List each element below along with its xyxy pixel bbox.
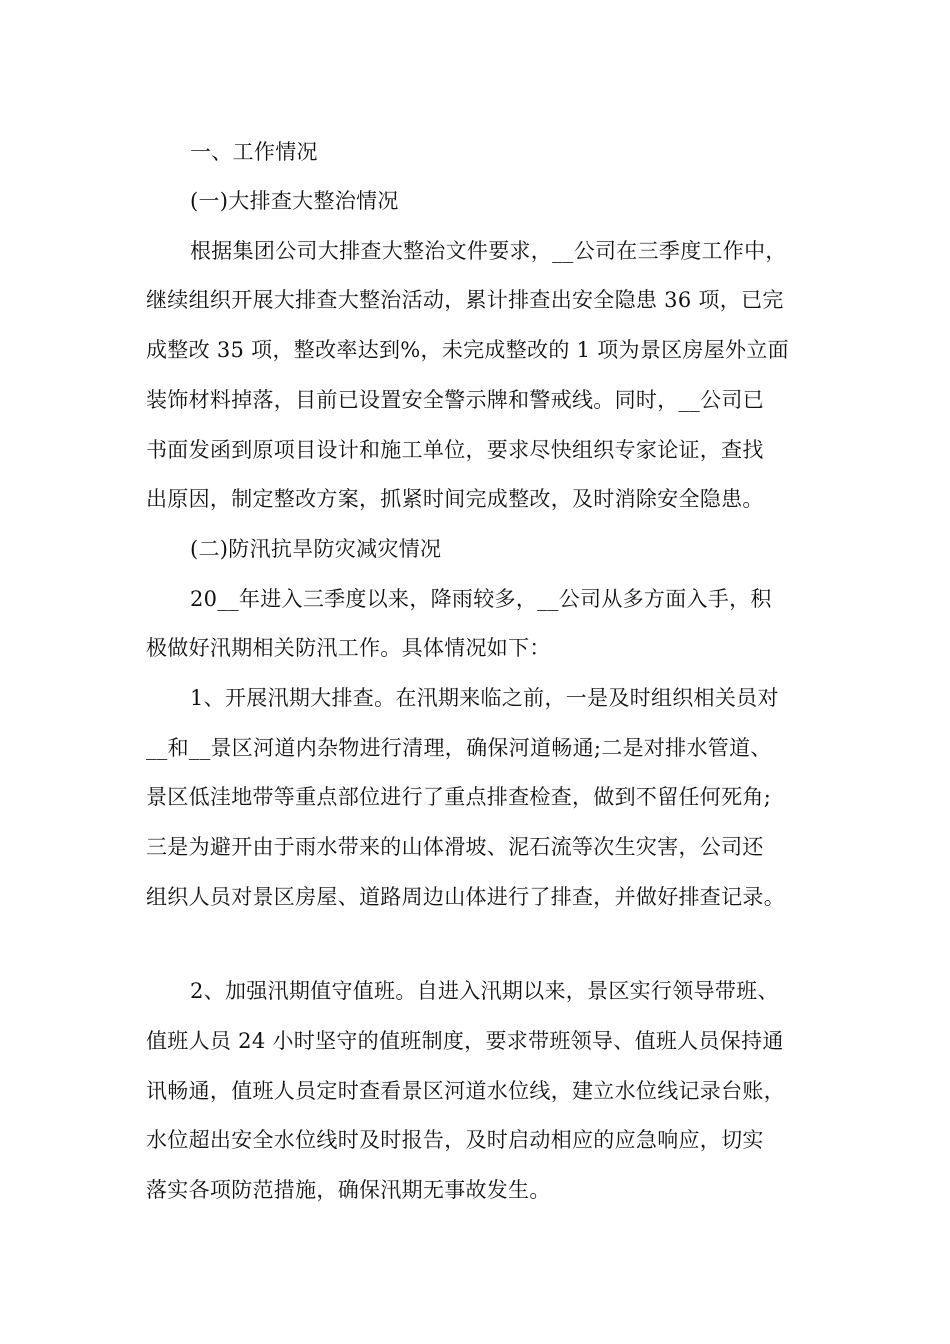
paragraph-line: 水位超出安全水位线时及时报告，及时启动相应的应急响应，切实 [146, 1128, 764, 1152]
paragraph-line: 讯畅通，值班人员定时查看景区河道水位线，建立水位线记录台账， [146, 1079, 785, 1103]
paragraph-line: 成整改 35 项，整改率达到%，未完成整改的 1 项为景区房屋外立面 [146, 338, 789, 362]
paragraph-line: 落实各项防范措施，确保汛期无事故发生。 [146, 1178, 551, 1202]
paragraph-line: 书面发函到原项目设计和施工单位，要求尽快组织专家论证，查找 [146, 438, 764, 462]
paragraph-line: 继续组织开展大排查大整治活动，累计排查出安全隐患 36 项，已完 [146, 288, 784, 312]
paragraph-line: 根据集团公司大排查大整治文件要求，__公司在三季度工作中， [190, 239, 787, 263]
paragraph-line: 1、开展汛期大排查。在汛期来临之前，一是及时组织相关员对 [190, 686, 779, 710]
paragraph-line: 值班人员 24 小时坚守的值班制度，要求带班领导、值班人员保持通 [146, 1029, 784, 1053]
subsection-heading: (二)防汛抗旱防灾减灾情况 [190, 537, 442, 561]
paragraph-line: 景区低洼地带等重点部位进行了重点排查检查，做到不留任何死角; [146, 785, 772, 809]
paragraph-line: 极做好汛期相关防汛工作。具体情况如下： [146, 636, 551, 660]
section-heading: 一、工作情况 [190, 140, 318, 164]
paragraph-line: 20__年进入三季度以来，降雨较多，__公司从多方面入手，积 [190, 587, 772, 611]
paragraph-line: 组织人员对景区房屋、道路周边山体进行了排查，并做好排查记录。 [146, 885, 785, 909]
paragraph-line: 2、加强汛期值守值班。自进入汛期以来，景区实行领导带班、 [190, 979, 779, 1003]
subsection-heading: (一)大排查大整治情况 [190, 189, 399, 213]
paragraph-line: 三是为避开由于雨水带来的山体滑坡、泥石流等次生灾害，公司还 [146, 835, 764, 859]
paragraph-line: 装饰材料掉落，目前已设置安全警示牌和警戒线。同时，__公司已 [146, 388, 764, 412]
paragraph-line: 出原因，制定整改方案，抓紧时间完成整改，及时消除安全隐患。 [146, 487, 764, 511]
paragraph-line: __和__景区河道内杂物进行清理，确保河道畅通;二是对排水管道、 [146, 736, 772, 760]
